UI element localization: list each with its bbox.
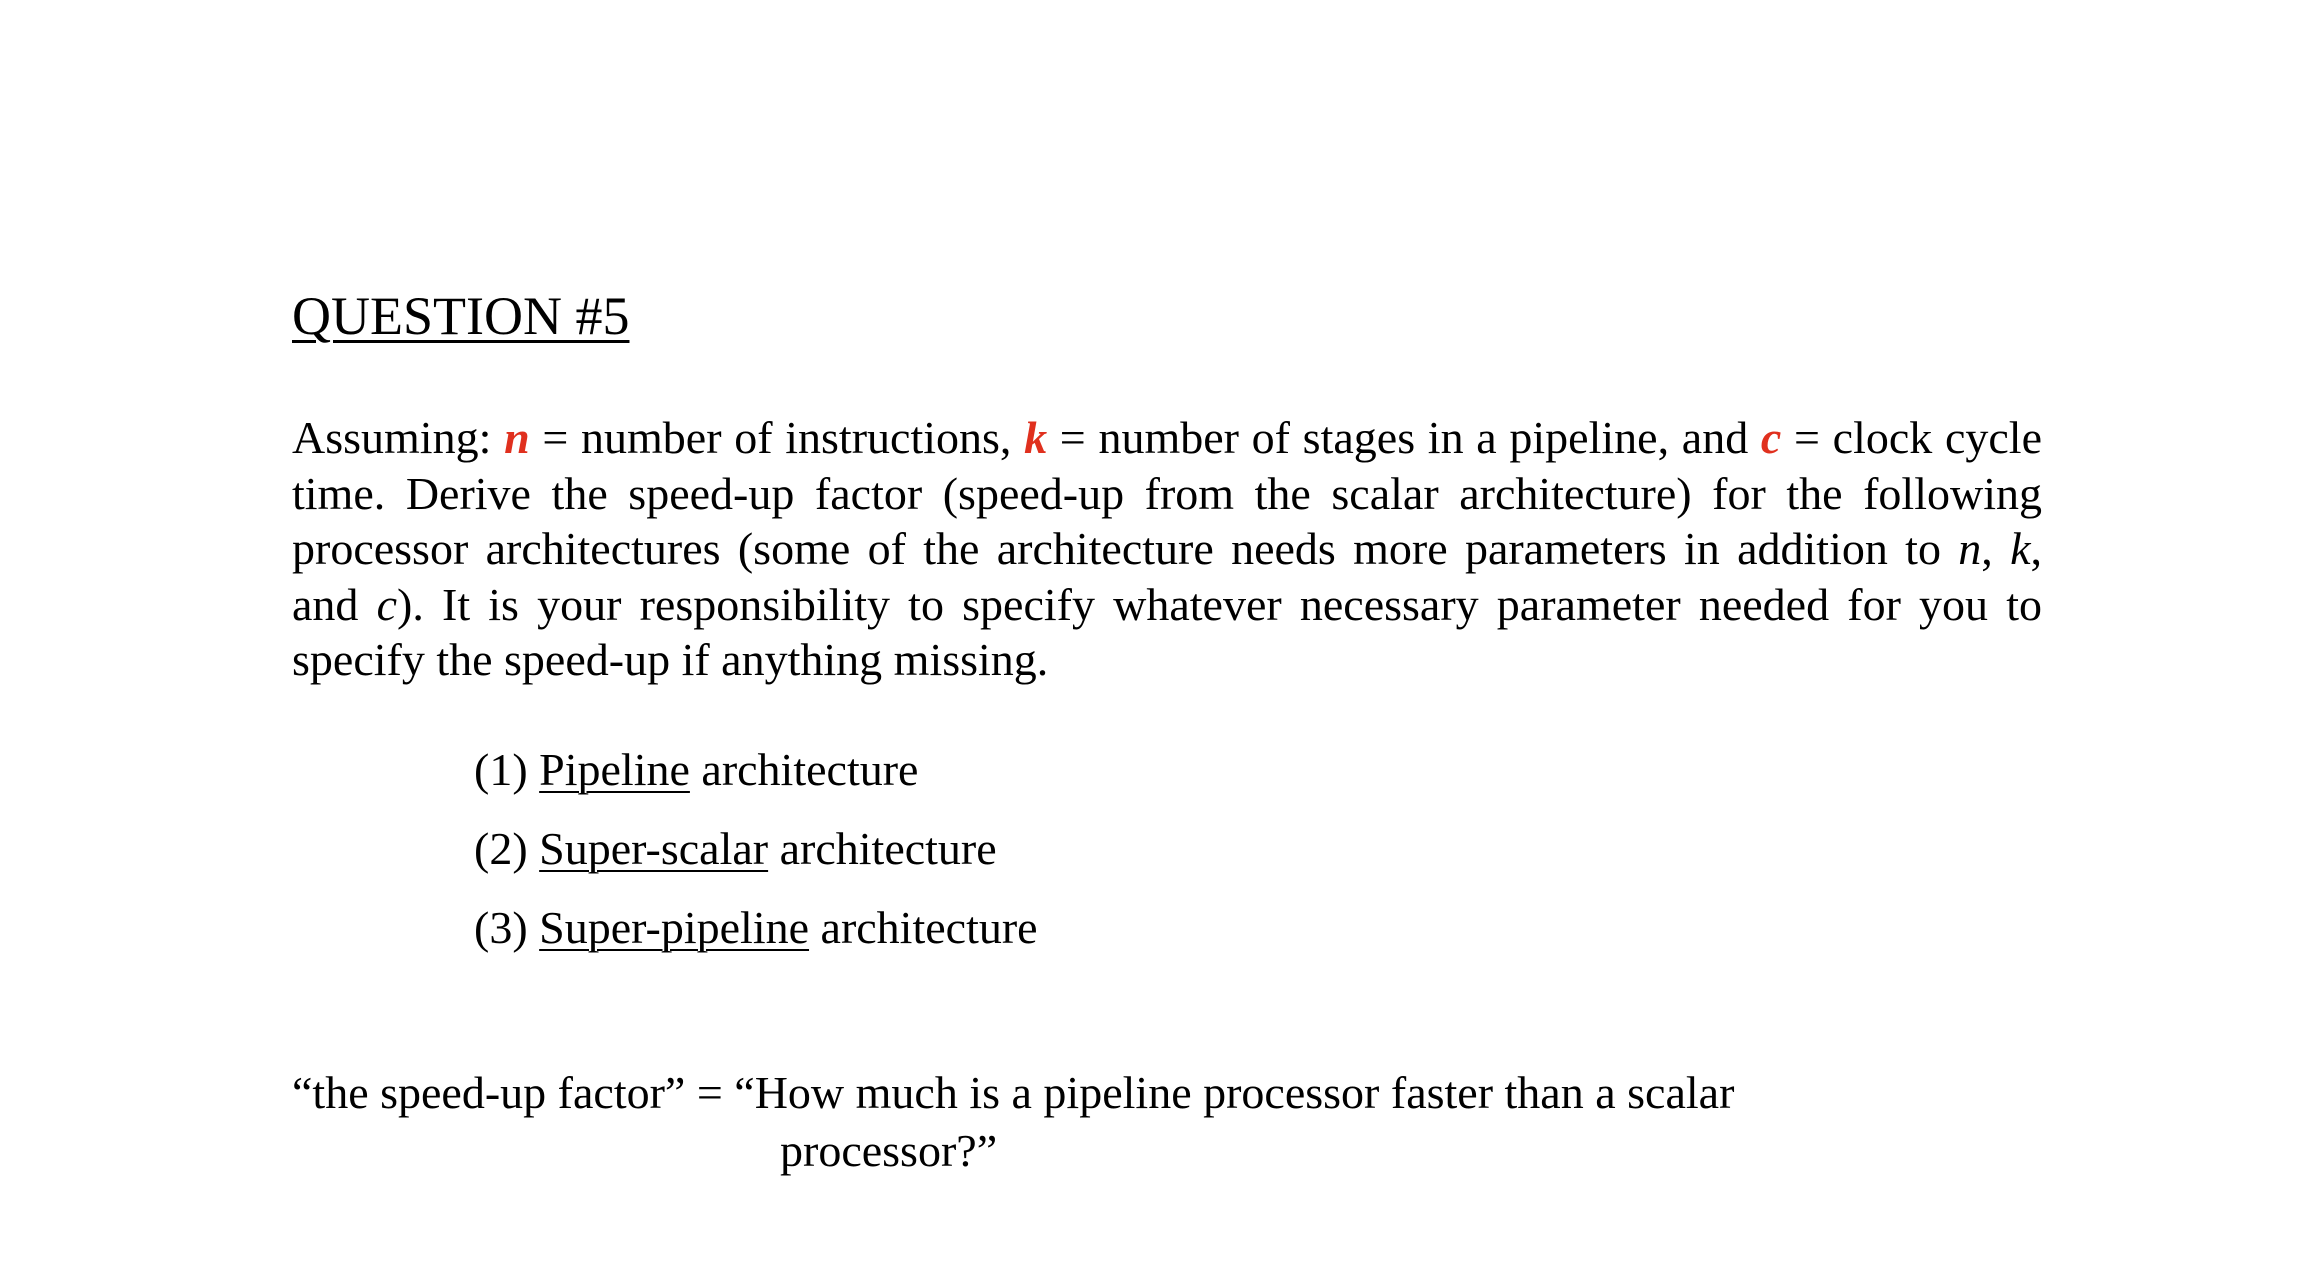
definition-line-1: “the speed-up factor” = “How much is a pipeline processor faster than a scalar <box>292 1067 1735 1118</box>
list-item-number: (1) <box>474 744 540 795</box>
list-item-number: (3) <box>474 902 540 953</box>
list-item-rest: architecture <box>809 902 1038 953</box>
list-item-term: Super-scalar <box>539 823 769 874</box>
separator-2: , and <box>292 523 2042 630</box>
list-item <box>474 819 1038 898</box>
variable-k: k <box>1024 412 1048 463</box>
list-item <box>474 898 1038 977</box>
question-title: QUESTION #5 <box>292 286 630 346</box>
variable-n: n <box>504 412 530 463</box>
list-item-rest: architecture <box>768 823 997 874</box>
list-item <box>474 740 1038 819</box>
question-paragraph <box>292 410 2042 688</box>
intro-lead: Assuming: <box>292 412 505 463</box>
list-item-rest: architecture <box>689 744 919 795</box>
definition-line-2: processor?” <box>780 1125 998 1176</box>
separator-1: , <box>1981 523 2011 574</box>
italic-c: c <box>376 578 398 630</box>
list-item-term: Pipeline <box>539 744 690 795</box>
italic-n: n <box>1958 523 1982 574</box>
list-item-term: Super-pipeline <box>539 902 810 953</box>
n-definition: = number of instructions, <box>529 412 1025 463</box>
paragraph-tail: ). It is your responsibility to specify whatever necessary parameter needed for you to specify the speed-up if anything missing. <box>292 578 2042 685</box>
list-item-number: (2) <box>474 823 540 874</box>
variable-c: c <box>1760 412 1782 463</box>
italic-k: k <box>2010 523 2031 574</box>
architecture-list <box>474 740 1038 977</box>
c-definition: = clock cycle time. Derive the speed-up factor (speed-up from the scalar architecture) for the following processor architectures (some of the architecture needs more parameters in addition to <box>292 412 2042 574</box>
k-definition: = number of stages in a pipeline, and <box>1047 412 1761 463</box>
